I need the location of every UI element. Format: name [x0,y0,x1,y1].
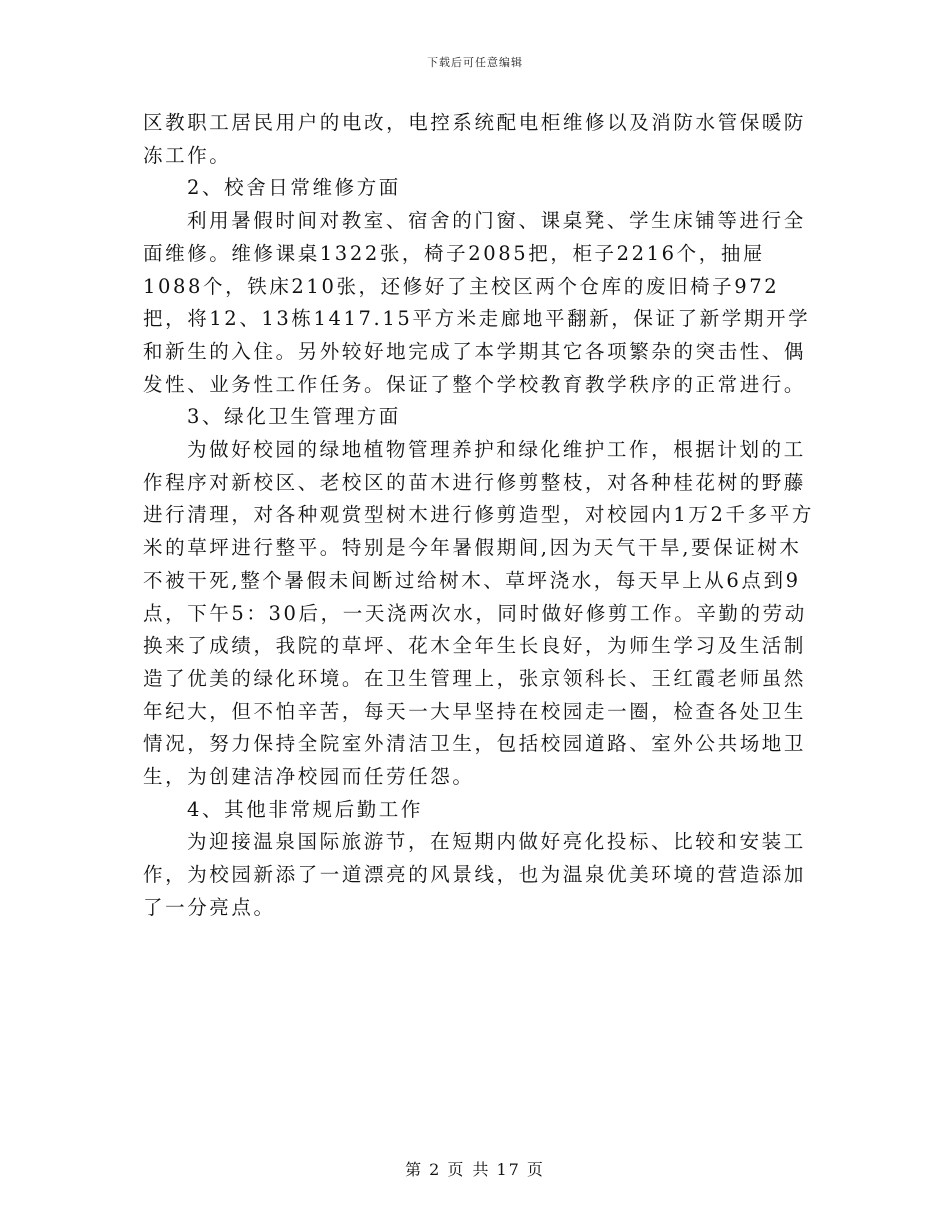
paragraph-continuation: 区教职工居民用户的电改，电控系统配电柜维修以及消防水管保暖防冻工作。 [143,111,807,167]
section-heading-4: 4、其他非常规后勤工作 [187,797,424,821]
footer-suffix: 页 [526,1160,545,1179]
paragraph-repairs: 利用暑假时间对教室、宿舍的门窗、课桌凳、学生床铺等进行全面维修。维修课桌1322张，椅子2085把，柜子2216个，抽屉1088个，铁床210张，还修好了主校区两个仓库的废旧椅子972把，将12、13栋1417.15平方米走廊地平翻新，保证了新学期开学和新生的入住。另外较好地完成了本学期其它各项繁杂的突击性、偶发性、业务性工作任务。保证了整个学校教育教学秩序的正常进行。 [143,209,811,396]
page-header: 下载后可任意编辑 [427,56,523,69]
section-heading-2: 2、校舍日常维修方面 [187,176,401,200]
paragraph-greening: 为做好校园的绿地植物管理养护和绿化维护工作，根据计划的工作程序对新校区、老校区的苗木进行修剪整枝，对各种桂花树的野藤进行清理，对各种观赏型树木进行修剪造型，对校园内1万2千多平方米的草坪进行整平。特别是今年暑假期间,因为天气干旱,要保证树木不被干死,整个暑假未间断过给树木、草坪浇水，每天早上从6点到9点，下午5：30后，一天浇两次水，同时做好修剪工作。辛勤的劳动换来了成绩，我院的草坪、花木全年生长良好，为师生学习及生活制造了优美的绿化环境。在卫生管理上，张京领科长、王红霞老师虽然年纪大，但不怕辛苦，每天一大早坚持在校园走一圈，检查各处卫生情况，努力保持全院室外清洁卫生，包括校园道路、室外公共场地卫生，为创建洁净校园而任劳任怨。 [143,438,814,789]
document-body [143,107,823,925]
page-total: 17 [496,1160,521,1179]
footer-prefix: 第 [405,1160,424,1179]
footer-middle: 页 共 [447,1160,491,1179]
paragraph-other-work: 为迎接温泉国际旅游节，在短期内做好亮化投标、比较和安装工作，为校园新添了一道漂亮的风景线，也为温泉优美环境的营造添加了一分亮点。 [143,830,807,919]
page-number: 2 [429,1160,442,1179]
page-footer [0,1157,950,1180]
section-heading-3: 3、绿化卫生管理方面 [187,405,401,429]
